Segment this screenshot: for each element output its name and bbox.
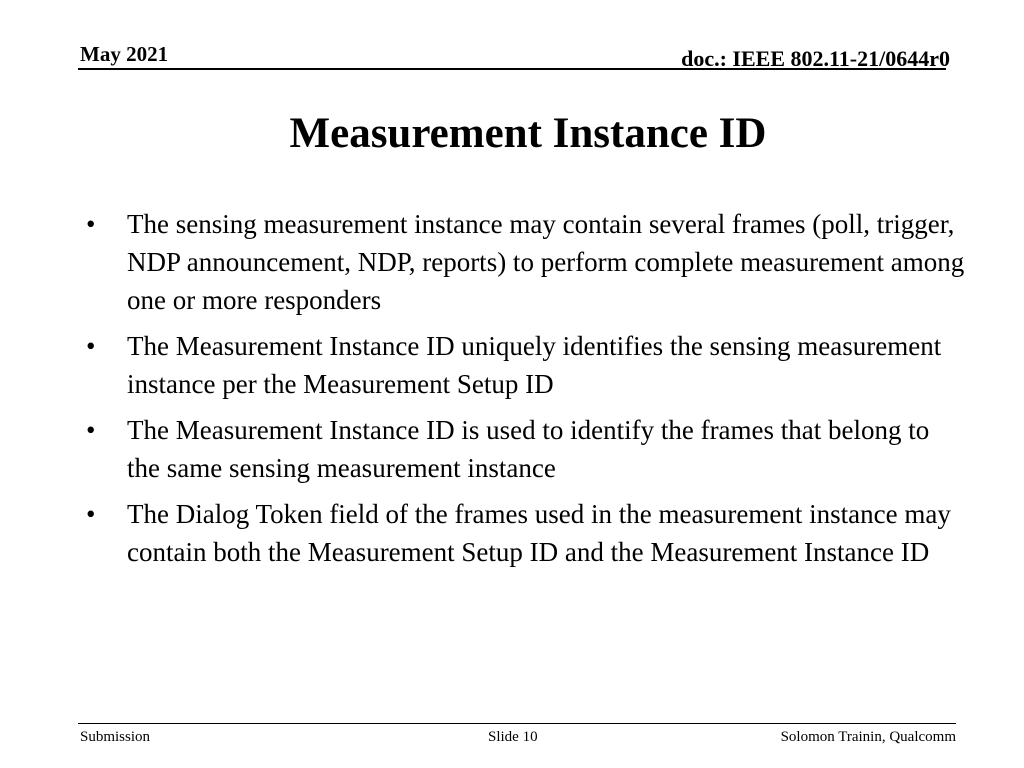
- footer-submission: Submission: [80, 729, 151, 745]
- bullet-marker: •: [86, 209, 96, 239]
- footer-slide-number: Slide 10: [488, 729, 538, 745]
- bullet-text: The Measurement Instance ID is used to identify the frames that belong to the same sensing measurement instance: [127, 415, 930, 483]
- bullet-item: [86, 411, 966, 487]
- bullet-text: The Measurement Instance ID uniquely identifies the sensing measurement instance per the Measurement Setup ID: [127, 331, 942, 399]
- footer-divider: [78, 723, 956, 724]
- slide-title: Measurement Instance ID: [289, 110, 767, 157]
- bullet-text: The sensing measurement instance may contain several frames (poll, trigger, NDP announcement, NDP, reports) to perform complete measurement among one or more responders: [127, 209, 965, 315]
- bullet-text: The Dialog Token field of the frames used in the measurement instance may contain both the Measurement Setup ID and the Measurement Instance ID: [127, 499, 951, 567]
- header-doc-id: doc.: IEEE 802.11-21/0644r0: [681, 46, 950, 71]
- footer-author: Solomon Trainin, Qualcomm: [780, 729, 956, 745]
- bullet-item: [86, 205, 966, 319]
- bullet-marker: •: [86, 499, 96, 529]
- bullet-marker: •: [86, 331, 96, 361]
- bullet-list: [86, 205, 966, 579]
- header-divider: [78, 68, 946, 70]
- bullet-item: [86, 327, 966, 403]
- bullet-marker: •: [86, 415, 96, 445]
- header-date: May 2021: [80, 42, 169, 66]
- bullet-item: [86, 495, 966, 571]
